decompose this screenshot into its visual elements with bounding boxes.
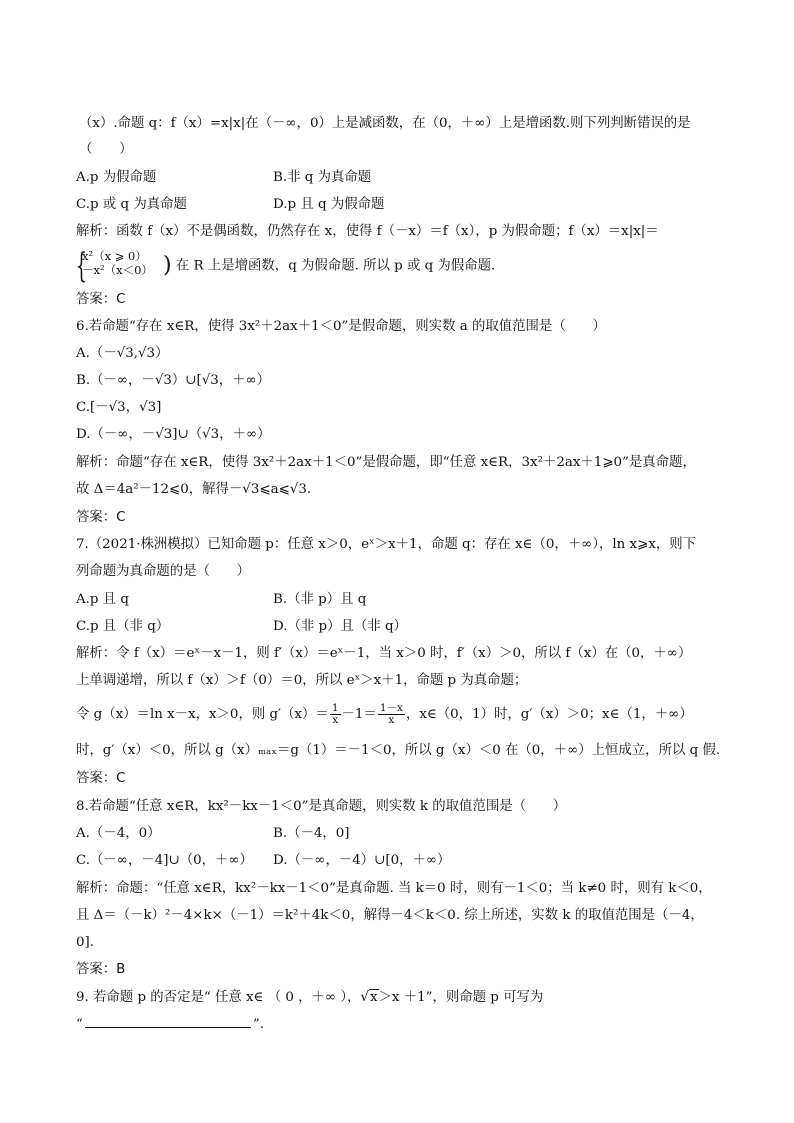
- q5-stem-line1: （x）.命题 q：f（x）=x|x|在（－∞，0）上是减函数，在（0，＋∞）上是增函数.则下列判断错误的是: [79, 116, 691, 131]
- q7-option-c: C.p 且（非 q）: [76, 619, 170, 634]
- q9-stem-line1: 9. 若命题 p 的否定是“ 任意 x∈ （ 0 ，＋∞ ），√x＞x ＋1”，则命题 p 可写为: [76, 990, 544, 1005]
- q7-analysis-line2: 上单调递增，所以 f（x）＞f（0）＝0，所以 eˣ＞x＋1，命题 p 为真命题；: [76, 673, 528, 688]
- document-page: （x）.命题 q：f（x）=x|x|在（－∞，0）上是减函数，在（0，＋∞）上是增函数.则下列判断错误的是 （ ） A.p 为假命题 B.非 q 为真命题 C.p 或 q 为真命题 D.p 且 q 为假命题 解析：函数 f（x）不是偶函数，仍然存在 x，使得 f（－x）＝f（x），p 为假命题；f（x）＝x|x|＝ { x²（x ⩾ 0） －x²（x＜0） ) 在 R 上是增函数，q 为假命题. 所以 p 或 q 为假命题. 答案：C 6.若命题“存在 x∈R，使得 3x²＋2ax＋1＜0”是假命题，则实数 a 的取值范围是（ ） A.（－√3,√3） B.（－∞，－√3）∪[√3，＋∞） C.[－√3，√3] D.（－∞，－√3]∪（√3，＋∞） 解析：命题“存在 x∈R，使得 3x²＋2ax＋1＜0”是假命题，即“任意 x∈R，3x²＋2ax＋1⩾0”是真命题， 故 Δ＝4a²－12⩽0，解得－√3⩽a⩽√3. 答案：C 7.（2021·株洲模拟）已知命题 p：任意 x＞0，eˣ＞x＋1，命题 q：存在 x∈（0，＋∞），ln x⩾x，则下 列命题为真命题的是（ ） A.p 且 q B.（非 p）且 q C.p 且（非 q） D.（非 p）且（非 q） 解析：令 f（x）＝eˣ－x－1，则 f′（x）＝eˣ－1，当 x＞0 时，f′（x）＞0，所以 f（x）在（0，＋∞） 上单调递增，所以 f（x）＞f（0）＝0，所以 eˣ＞x＋1，命题 p 为真命题； 令 g（x）＝ln x－x，x＞0，则 g′（x）＝ $\frac{1}{x}$ －1＝ $\frac{1-x}{x}$ ，x∈（0，1）时，g′（x）＞0；x∈（1，＋∞） 时，g′（x）＜0，所以 g（x）ₘₐₓ＝g（1）＝－1＜0，所以 g（x）＜0 在（0，＋∞）上恒成立，所以 q 假. 答案：C 8.若命题“任意 x∈R，kx²－kx－1＜0”是真命题，则实数 k 的取值范围是（ ） A.（－4，0） B.（－4，0] C.（－∞，－4]∪（0，＋∞） D.（－∞，－4）∪[0，＋∞） 解析：命题：“任意 x∈R，kx²－kx－1＜0”是真命题. 当 k＝0 时，则有－1＜0；当 k≠0 时，则有 k＜0， 且 Δ＝（－k）²－4×k×（－1）＝k²＋4k＜0，解得－4＜k＜0. 综上所述，实数 k 的取值范围是（－4， 0]. 答案：B 9. 若命题 p 的否定是“ 任意 x∈ （ 0 ，＋∞ ），√x＞x ＋1”，则命题 p 可写为 “ ”.: [0, 0, 794, 1123]
- q6-option-d: D.（－∞，－√3]∪（√3，＋∞）: [76, 427, 271, 442]
- q8-option-c: C.（－∞，－4]∪（0，＋∞）: [76, 853, 253, 868]
- fraction-1-minus-x-over-x: $\frac{1-x}{x}$: [379, 702, 403, 726]
- q8-option-a: A.（－4，0）: [76, 826, 161, 841]
- q5-answer: 答案：C: [76, 292, 126, 307]
- q5-option-d: D.p 且 q 为假命题: [273, 197, 385, 212]
- q8-analysis-line2: 且 Δ＝（－k）²－4×k×（－1）＝k²＋4k＜0，解得－4＜k＜0. 综上所述，实数 k 的取值范围是（－4，: [76, 908, 704, 923]
- q6-analysis-line1: 解析：命题“存在 x∈R，使得 3x²＋2ax＋1＜0”是假命题，即“任意 x∈R，3x²＋2ax＋1⩾0”是真命题，: [76, 455, 696, 470]
- q8-option-d: D.（－∞，－4）∪[0，＋∞）: [273, 853, 451, 868]
- q6-option-c: C.[－√3，√3]: [76, 400, 162, 415]
- q8-analysis-line3: 0].: [76, 935, 95, 950]
- q6-answer: 答案：C: [76, 510, 126, 525]
- q7-analysis-line3: 令 g（x）＝ln x－x，x＞0，则 g′（x）＝ $\frac{1}{x}$ －1＝ $\frac{1-x}{x}$ ，x∈（0，1）时，g′（x）＞0；x∈（1，＋∞）: [76, 702, 693, 726]
- q7-analysis-line4: 时，g′（x）＜0，所以 g（x）ₘₐₓ＝g（1）＝－1＜0，所以 g（x）＜0 在（0，＋∞）上恒成立，所以 q 假.: [76, 743, 721, 758]
- q5-option-b: B.非 q 为真命题: [273, 170, 372, 185]
- q7-stem-line1: 7.（2021·株洲模拟）已知命题 p：任意 x＞0，eˣ＞x＋1，命题 q：存在 x∈（0，＋∞），ln x⩾x，则下: [76, 537, 697, 552]
- sqrt-symbol: √: [360, 990, 369, 1005]
- q5-option-c: C.p 或 q 为真命题: [76, 197, 187, 212]
- left-brace: {: [76, 246, 87, 286]
- sqrt-x: x: [369, 990, 378, 1005]
- q9-stem-line2: “ ”.: [76, 1017, 264, 1032]
- q7-stem-line2: 列命题为真命题的是（ ）: [76, 564, 251, 579]
- piece-case-2: －x²（x＜0）: [82, 263, 153, 277]
- q7-option-d: D.（非 p）且（非 q）: [273, 619, 407, 634]
- piece-case-1: x²（x ⩾ 0）: [82, 249, 147, 263]
- answer-blank[interactable]: [85, 1015, 251, 1028]
- q6-analysis-line2: 故 Δ＝4a²－12⩽0，解得－√3⩽a⩽√3.: [76, 482, 312, 497]
- q7-option-b: B.（非 p）且 q: [273, 592, 367, 607]
- q8-stem: 8.若命题“任意 x∈R，kx²－kx－1＜0”是真命题，则实数 k 的取值范围是（ ）: [76, 799, 567, 814]
- q8-option-b: B.（－4，0]: [273, 826, 350, 841]
- q7-analysis-line1: 解析：令 f（x）＝eˣ－x－1，则 f′（x）＝eˣ－1，当 x＞0 时，f′（x）＞0，所以 f（x）在（0，＋∞）: [76, 646, 692, 661]
- q6-stem: 6.若命题“存在 x∈R，使得 3x²＋2ax＋1＜0”是假命题，则实数 a 的取值范围是（ ）: [76, 319, 606, 334]
- q7-answer: 答案：C: [76, 771, 126, 786]
- q5-option-a: A.p 为假命题: [76, 170, 157, 185]
- q5-analysis-line2: 在 R 上是增函数，q 为假命题. 所以 p 或 q 为假命题.: [175, 258, 496, 274]
- q7-option-a: A.p 且 q: [76, 592, 129, 607]
- q6-option-b: B.（－∞，－√3）∪[√3，＋∞）: [76, 373, 271, 388]
- fraction-1-over-x: $\frac{1}{x}$: [331, 702, 339, 726]
- q6-option-a: A.（－√3,√3）: [76, 346, 169, 361]
- q5-stem-line2: （ ）: [79, 142, 133, 157]
- q5-analysis-line1: 解析：函数 f（x）不是偶函数，仍然存在 x，使得 f（－x）＝f（x），p 为假命题；f（x）＝x|x|＝: [76, 224, 659, 239]
- q8-analysis-line1: 解析：命题：“任意 x∈R，kx²－kx－1＜0”是真命题. 当 k＝0 时，则有－1＜0；当 k≠0 时，则有 k＜0，: [76, 881, 712, 896]
- q8-answer: 答案：B: [76, 962, 126, 977]
